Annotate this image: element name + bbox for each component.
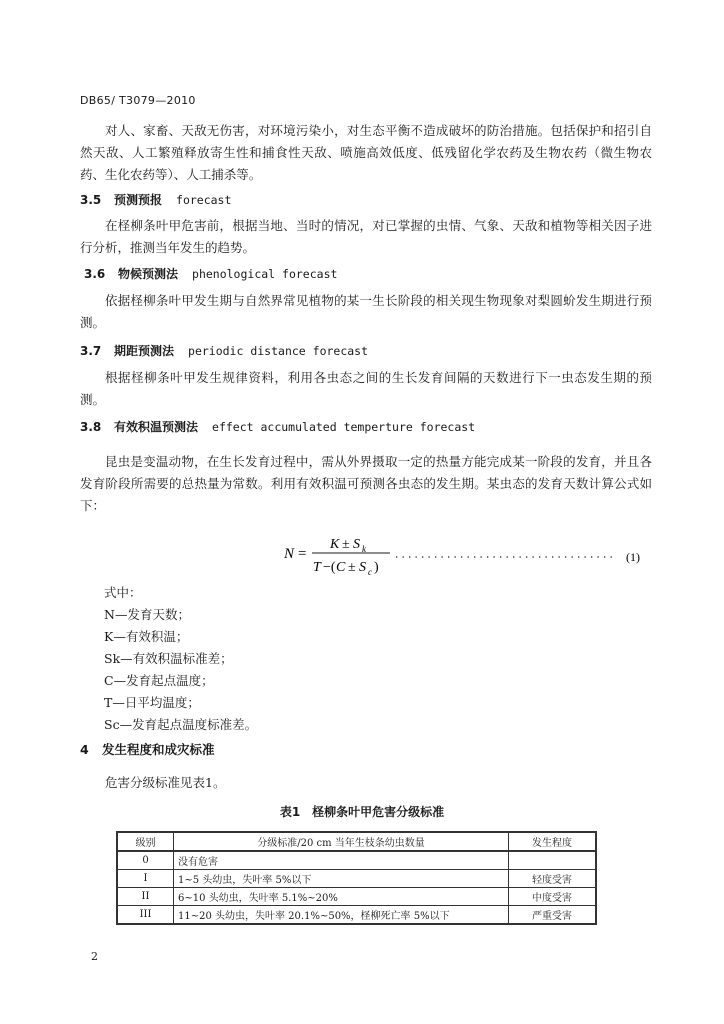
effective-temperature-formula (282, 531, 642, 581)
section-number: 3.5 (80, 193, 102, 207)
section-title: 期距预测法 (114, 344, 175, 358)
svg-text:=: = (298, 546, 307, 562)
severity-cell: 严重受害 (509, 906, 597, 925)
column-header: 发生程度 (509, 832, 597, 851)
section-number: 3.7 (80, 344, 102, 358)
definition-item: T—日平均温度； (104, 695, 200, 710)
section-title-en: forecast (176, 193, 232, 207)
table-row (117, 870, 596, 888)
section-text-3-6: 依据柽柳条叶甲发生期与自然界常见植物的某一生长阶段的相关现生物现象对梨圆蚧发生期进行预测。 (80, 293, 652, 330)
section-number: 3.8 (80, 420, 102, 434)
definition-item: N—发育天数； (104, 607, 190, 622)
criteria-cell: 11~20 头幼虫，失叶率 20.1%~50%，柽柳死亡率 5%以下 (174, 906, 509, 925)
section-text-4: 危害分级标准见表1。 (105, 775, 226, 790)
table-title: 表1 柽柳条叶甲危害分级标准 (279, 805, 445, 819)
svg-text:±: ± (348, 560, 356, 575)
definition-item: C—发育起点温度； (104, 673, 214, 688)
section-heading-4 (80, 740, 215, 758)
section-title-en: periodic distance forecast (188, 344, 369, 358)
page-number: 2 (91, 950, 98, 963)
svg-text:T: T (313, 560, 321, 575)
severity-cell (509, 851, 597, 870)
section-title: 有效积温预测法 (114, 420, 199, 434)
section-text-3-8: 昆虫是变温动物，在生长发育过程中，需从外界摄取一定的热量方能完成某一阶段的发育，并且各发育阶段所需要的总热量为常数。利用有效积温可预测各虫态的发生期。某虫态的发育天数计算公式如下： (80, 454, 652, 513)
table-header-row (117, 832, 596, 851)
svg-text:c: c (368, 567, 372, 577)
level-cell: 0 (117, 851, 174, 870)
table-row (117, 906, 596, 925)
section-number: 3.6 (84, 267, 106, 281)
standard-code-header: DB65/ T3079—2010 (80, 94, 196, 107)
table-row (117, 888, 596, 906)
severity-cell: 轻度受害 (509, 870, 597, 888)
definition-intro: 式中： (104, 585, 142, 600)
severity-cell: 中度受害 (509, 888, 597, 906)
section-number: 4 (80, 742, 89, 757)
formula-number: (1) (626, 550, 640, 564)
criteria-cell: 没有危害 (174, 851, 509, 870)
definition-item: K—有效积温； (104, 629, 189, 644)
level-cell: II (117, 888, 174, 906)
section-heading-3-8 (80, 418, 475, 435)
formula-graphic (282, 531, 642, 581)
table-row (117, 851, 596, 870)
section-text-3-7: 根据柽柳条叶甲发生规律资料，利用各虫态之间的生长发育间隔的天数进行下一虫态发生期的预测。 (80, 370, 652, 407)
section-title: 预测预报 (114, 193, 163, 207)
section-title: 物候预测法 (118, 267, 179, 281)
hazard-grading-table (116, 831, 597, 925)
column-header: 级别 (117, 832, 174, 851)
section-title: 发生程度和成灾标准 (102, 742, 215, 757)
section-heading-3-5 (80, 191, 231, 208)
definition-item: Sc—发育起点温度标准差。 (104, 717, 258, 732)
column-header: 分级标准/20 cm 当年生枝条幼虫数量 (174, 832, 509, 851)
section-heading-3-6 (84, 265, 337, 282)
svg-text:k: k (362, 544, 366, 554)
svg-text:S: S (353, 537, 360, 552)
section-title-en: phenological forecast (192, 267, 338, 281)
definition-item: Sk—有效积温标准差； (104, 651, 233, 666)
section-title-en: effect accumulated temperture forecast (212, 420, 476, 434)
svg-text:K: K (330, 537, 340, 552)
svg-text:±: ± (342, 537, 350, 552)
intro-paragraph: 对人、家畜、天敌无伤害，对环境污染小，对生态平衡不造成破坏的防治措施。包括保护和招引自然天敌、人工繁殖释放寄生性和捕食性天敌、喷施高效低度、低残留化学农药及生物农药（微生物农药、生化农药等）、人工捕杀等。 (80, 123, 652, 182)
level-cell: I (117, 870, 174, 888)
svg-text:−(: −( (323, 560, 336, 575)
svg-text:): ) (374, 560, 379, 575)
section-heading-3-7 (80, 342, 368, 359)
criteria-cell: 1~5 头幼虫，失叶率 5%以下 (174, 870, 509, 888)
level-cell: III (117, 906, 174, 925)
section-text-3-5: 在柽柳条叶甲危害前，根据当地、当时的情况，对已掌握的虫情、气象、天敌和植物等相关因子进行分析，推测当年发生的趋势。 (80, 218, 652, 255)
svg-text:C: C (336, 560, 346, 575)
svg-text:S: S (359, 560, 366, 575)
criteria-cell: 6~10 头幼虫，失叶率 5.1%~20% (174, 888, 509, 906)
svg-text:N: N (284, 546, 295, 562)
formula-definitions (104, 582, 257, 736)
